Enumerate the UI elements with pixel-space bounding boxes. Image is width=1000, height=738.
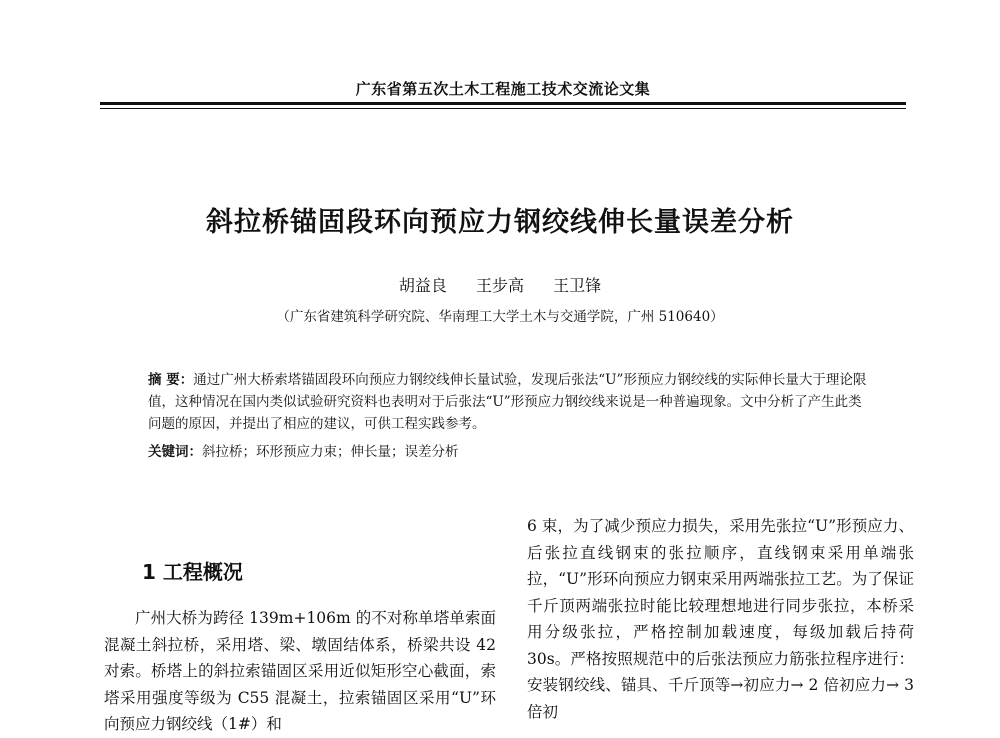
paper-title: 斜拉桥锚固段环向预应力钢绞线伸长量误差分析 — [206, 207, 794, 238]
body-paragraph: 6 束，为了减少预应力损失，采用先张拉“U”形预应力、后张拉直线钢束的张拉顺序，直线钢束采用单端张拉，“U”形环向预应力钢束采用两端张拉工艺。为了保证千斤顶两端张拉时能比较理想地进行同步张拉，本桥采用分级张拉，严格控制加载速度，每级加载后持荷 30s。严格按照规范中的后张法预应力筋张拉程序进行：安装钢绞线、锚具、千斤顶等→初应力→ 2 倍初应力→ 3 倍初 — [527, 517, 914, 721]
author-name: 王步高 — [475, 276, 524, 295]
abstract-label: 摘 要： — [148, 372, 194, 388]
keywords-text: 斜拉桥；环形预应力束；伸长量；误差分析 — [202, 444, 459, 460]
affiliation: （广东省建筑科学研究院、华南理工大学土木与交通学院，广州 510640） — [276, 309, 724, 325]
header-rule-thin — [100, 108, 906, 109]
author-list — [0, 273, 1000, 296]
body-paragraph: 广州大桥为跨径 139m+106m 的不对称单塔单索面混凝土斜拉桥，采用塔、梁、墩固结体系，桥梁共设 42 对索。桥塔上的斜拉索锚固区采用近似矩形空心截面，索塔采用强度等级为 C55 混凝土，拉索锚固区采用“U”环向预应力钢绞线（1#）和 — [104, 609, 496, 733]
section-heading: 1 工程概况 — [142, 560, 243, 584]
abstract-text: 通过广州大桥索塔锚固段环向预应力钢绞线伸长量试验，发现后张法“U”形预应力钢绞线的实际伸长量大于理论限值，这种情况在国内类似试验研究资料也表明对于后张法“U”形预应力钢绞线来说是一种普遍现象。文中分析了产生此类问题的原因，并提出了相应的建议，可供工程实践参考。 — [148, 372, 867, 432]
keywords — [148, 441, 868, 463]
author-name: 胡益良 — [398, 276, 447, 295]
left-column — [104, 605, 496, 738]
abstract — [148, 369, 868, 435]
keywords-label: 关键词： — [148, 444, 202, 460]
author-name: 王卫锋 — [553, 276, 602, 295]
header-rule-thick — [100, 102, 906, 105]
running-header: 广东省第五次土木工程施工技术交流论文集 — [355, 80, 651, 98]
right-column — [527, 513, 914, 725]
